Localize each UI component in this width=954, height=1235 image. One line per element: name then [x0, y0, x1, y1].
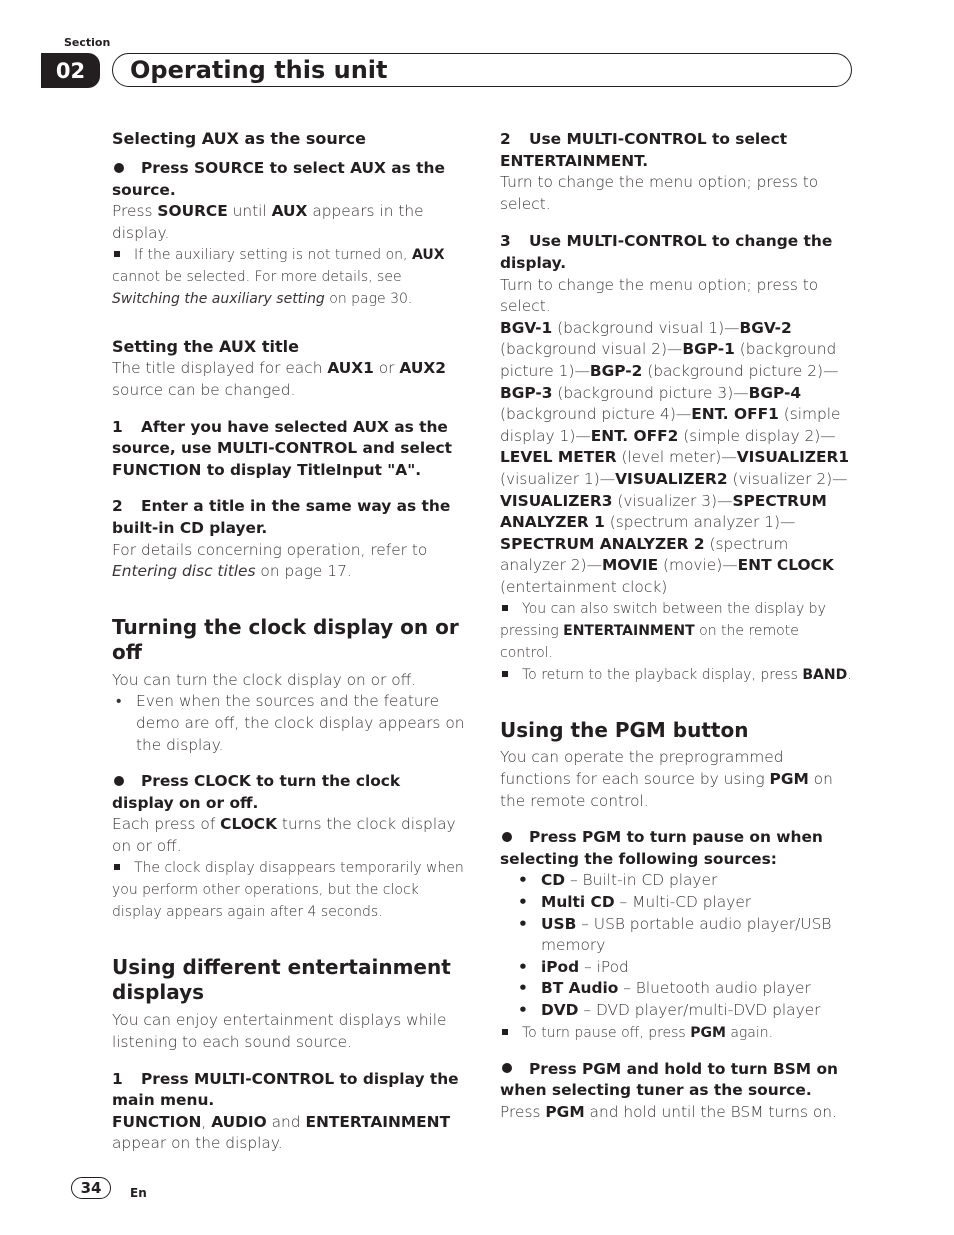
right-column [500, 128, 854, 1123]
entertainment-option-name: VISUALIZER3 [500, 491, 613, 510]
pgm-heading: Using the PGM button [500, 718, 749, 743]
pgm-step-2: Press PGM and hold to turn BSM on when selecting tuner as the source. [500, 1059, 838, 1100]
entertainment-option-desc: (spectrum analyzer 2) [500, 534, 789, 575]
clock-step: Press CLOCK to turn the clock display on or off. [112, 772, 401, 812]
entertainment-option-name: VISUALIZER1 [736, 448, 850, 467]
entertainment-option-desc: (simple display 2) [678, 426, 821, 445]
clock-bullet: • Even when the sources and the feature demo are off, the clock display appears on the display. [116, 692, 465, 754]
bullet-disc-icon [114, 163, 124, 173]
entertainment-option-desc: (entertainment clock) [500, 577, 668, 596]
entertainment-option-name: BGP-4 [748, 383, 802, 402]
aux-title-step-1: 1 After you have selected AUX as the source, use MULTI-CONTROL and select FUNCTION to display TitleInput "A". [112, 417, 453, 479]
entertainment-option-desc: (background visual 1) [552, 318, 725, 337]
entertainment-options-list: BGV-1 (background visual 1)—BGV-2 (background visual 2)—BGP-1 (background picture 1)—BGP-2 (background picture 2)—BGP-3 (background picture 3)—BGP-4 (background picture 4)—ENT. OFF1 (simple display 1)—ENT. OFF2 (simple display 2)—LEVEL METER (level meter)—VISUALIZER1 (visualizer 1)—VISUALIZER2 (visualizer 2)—VISUALIZER3 (visualizer 3)—SPECTRUM ANALYZER 1 (spectrum analyzer 1)—SPECTRUM ANALYZER 2 (spectrum analyzer 2)—MOVIE (movie)—ENT CLOCK (entertainment clock) [500, 318, 850, 596]
bullet-disc-icon [502, 1063, 512, 1073]
aux-source-step: Press SOURCE to select AUX as the source. [112, 159, 445, 199]
pgm-source-item [500, 978, 854, 1000]
pgm-source-desc: – Bluetooth audio player [618, 979, 811, 998]
clock-intro: You can turn the clock display on or off. [112, 670, 417, 689]
entertainment-option-desc: (background picture 4) [500, 405, 676, 424]
pgm-sources-list [500, 870, 854, 1021]
entertainment-option-name: SPECTRUM ANALYZER 1 [500, 491, 827, 532]
language-label: En [130, 1186, 147, 1200]
entertainment-option-name: ENT. OFF1 [691, 405, 779, 424]
entertainment-option-name: MOVIE [601, 556, 659, 575]
entertainment-option-desc: (background picture 1) [500, 340, 837, 380]
entertainment-option-desc: (visualizer 2) [727, 469, 833, 488]
entertainment-note-1: You can also switch between the display by pressing ENTERTAINMENT on the remote control. [500, 601, 826, 662]
entertainment-option-name: VISUALIZER2 [615, 469, 728, 488]
clock-note: The clock display disappears temporarily when you perform other operations, but the clock display appears again after 4 seconds. [112, 860, 464, 921]
bullet-dot-icon: • [518, 914, 528, 933]
page-number: 34 [71, 1177, 111, 1199]
pgm-source-name: BT Audio [541, 979, 619, 998]
aux-source-body: Press SOURCE until AUX appears in the display. [112, 202, 424, 242]
pgm-source-name: USB [541, 914, 577, 933]
pgm-step-1: Press PGM to turn pause on when selecting the following sources: [500, 828, 823, 868]
bullet-disc-icon [114, 776, 124, 786]
aux-source-heading: Selecting AUX as the source [112, 129, 367, 148]
pgm-source-item [500, 870, 854, 892]
entertainment-option-name: BGP-1 [682, 340, 735, 359]
bullet-dot-icon: • [116, 692, 122, 711]
entertainment-note-2: To return to the playback display, press BAND. [500, 664, 854, 686]
section-label: Section [64, 36, 111, 49]
pgm-source-name: iPod [541, 957, 580, 976]
entertainment-intro: You can enjoy entertainment displays while listening to each sound source. [112, 1011, 447, 1052]
entertainment-option-name: SPECTRUM ANALYZER 2 [500, 534, 705, 553]
pgm-source-desc: – Multi-CD player [614, 893, 752, 912]
clock-body: Each press of CLOCK turns the clock display on or off. [112, 815, 456, 855]
clock-heading: Turning the clock display on or off [112, 614, 459, 664]
pgm-source-item [500, 892, 854, 914]
entertainment-option-desc: (visualizer 1) [500, 469, 600, 488]
pgm-note: To turn pause off, press PGM again. [500, 1022, 854, 1044]
entertainment-step-3-body: Turn to change the menu option; press to select. [500, 275, 819, 316]
pgm-source-name: DVD [541, 1001, 579, 1019]
note-square-icon [502, 1029, 508, 1035]
aux-title-step-2-body: For details concerning operation, refer to Entering disc titles on page 17. [112, 540, 428, 581]
note-square-icon [114, 251, 120, 257]
entertainment-option-desc: (spectrum analyzer 1) [604, 513, 781, 532]
entertainment-step-1-body: FUNCTION, AUDIO and ENTERTAINMENT appear on the display. [112, 1112, 451, 1153]
pgm-source-name: CD [541, 871, 566, 890]
bullet-dot-icon: • [518, 1001, 528, 1019]
entertainment-option-name: BGV-1 [500, 318, 553, 337]
pgm-source-item [500, 914, 854, 957]
entertainment-option-desc: (simple display 1) [500, 405, 841, 445]
bullet-dot-icon: • [518, 979, 528, 998]
entertainment-option-name: ENT CLOCK [737, 556, 834, 575]
pgm-source-desc: – Built-in CD player [565, 871, 718, 890]
entertainment-step-2: 2 Use MULTI-CONTROL to select ENTERTAINMENT. [500, 130, 788, 170]
entertainment-option-name: BGP-2 [589, 361, 643, 380]
note-square-icon [114, 864, 120, 870]
entertainment-option-desc: (background visual 2) [500, 340, 667, 359]
entertainment-option-desc: (background picture 2) [642, 361, 824, 380]
entertainment-option-desc: (movie) [658, 556, 723, 575]
bullet-dot-icon: • [518, 957, 528, 976]
entertainment-option-name: LEVEL METER [500, 448, 617, 467]
entertainment-option-desc: (visualizer 3) [612, 491, 718, 510]
note-square-icon [502, 605, 508, 611]
pgm-source-desc: – iPod [579, 957, 629, 976]
entertainment-step-1: 1 Press MULTI-CONTROL to display the main menu. [112, 1069, 459, 1110]
entertainment-option-name: BGV-2 [739, 318, 792, 337]
entertainment-step-3: 3 Use MULTI-CONTROL to change the display. [500, 232, 833, 272]
page-title: Operating this unit [130, 56, 388, 84]
aux-title-heading: Setting the AUX title [112, 337, 299, 357]
note-square-icon [502, 671, 508, 677]
bullet-dot-icon: • [518, 893, 528, 912]
section-number-badge: 02 [41, 53, 100, 88]
entertainment-step-2-body: Turn to change the menu option; press to select. [500, 173, 819, 213]
aux-source-note: If the auxiliary setting is not turned on, AUX cannot be selected. For more details, see Switching the auxiliary setting on page 30. [112, 247, 445, 308]
aux-title-step-2: 2 Enter a title in the same way as the built-in CD player. [112, 497, 451, 537]
pgm-source-name: Multi CD [541, 893, 615, 912]
pgm-intro: You can operate the preprogrammed functions for each source by using PGM on the remote control. [500, 748, 833, 810]
pgm-source-desc: – DVD player/multi-DVD player [578, 1001, 821, 1019]
pgm-step-2-body: Press PGM and hold until the BSM turns on. [500, 1102, 837, 1121]
aux-title-body: The title displayed for each AUX1 or AUX2 source can be changed. [112, 359, 446, 399]
entertainment-option-name: ENT. OFF2 [590, 426, 679, 445]
entertainment-heading: Using different entertainment displays [112, 955, 451, 1005]
pgm-source-item [500, 957, 854, 979]
pgm-source-desc: – USB portable audio player/USB memory [541, 914, 832, 955]
bullet-dot-icon: • [518, 871, 528, 890]
entertainment-option-name: BGP-3 [500, 383, 553, 402]
bullet-disc-icon [502, 832, 512, 842]
entertainment-option-desc: (background picture 3) [552, 383, 734, 402]
left-column [112, 128, 466, 1155]
pgm-source-item [500, 1000, 854, 1022]
entertainment-option-desc: (level meter) [616, 448, 722, 467]
